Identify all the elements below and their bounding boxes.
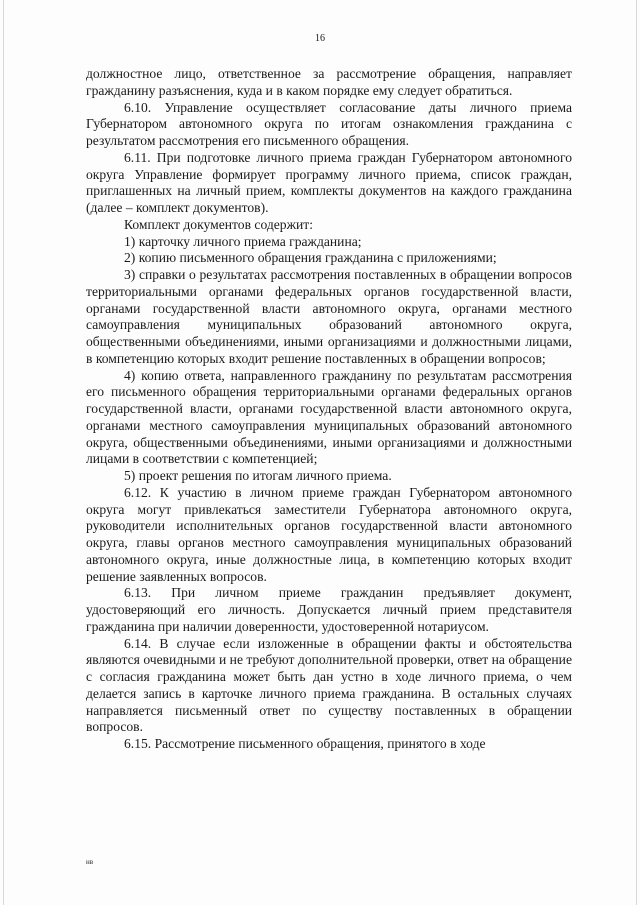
paragraph-6-11: 6.11. При подготовке личного приема граждан Губернатором автономного округа Управление формирует программу личного приема, список граждан, приглашенных на личный прием, комплекты документов на каждого гражданина (далее – комплект документов).: [86, 149, 572, 215]
list-item-4: 4) копию ответа, направленного гражданину по результатам рассмотрения его письменного обращения территориальными органами федеральных органов государственной власти, органами государственной власти автономного округа, органами местного самоуправления муниципальных образований автономного округа, общественными объединениями, иными организациями и должностными лицами в соответствии с компетенцией;: [86, 367, 572, 467]
body-text: [86, 66, 572, 753]
list-item-5: 5) проект решения по итогам личного приема.: [124, 468, 392, 483]
footer-code: нв: [86, 858, 94, 866]
paragraph-6-13: 6.13. При личном приеме гражданин предъявляет документ, удостоверяющий его личность. Допускается личный прием представителя гражданина при наличии доверенности, удостоверенной нотариусом.: [86, 585, 572, 634]
paragraph-continuation: должностное лицо, ответственное за рассмотрение обращения, направляет гражданину разъяснения, куда и в каком порядке ему следует обратиться.: [86, 66, 572, 98]
paragraph-6-14: 6.14. В случае если изложенные в обращении факты и обстоятельства являются очевидными и не требуют дополнительной проверки, ответ на обращение с согласия гражданина может быть дан устно в ходе личного приема, о чем делается запись в карточке личного приема гражданина. В остальных случаях направляется письменный ответ по существу поставленных в обращении вопросов.: [86, 635, 572, 735]
page-number: 16: [315, 33, 325, 44]
list-item-3: 3) справки о результатах рассмотрения поставленных в обращении вопросов территориальными органами федеральных органов государственной власти, органами государственной власти автономного округа, органами местного самоуправления муниципальных образований автономного округа, общественными объединениями, иными организациями и должностными лицами, в компетенцию которых входит решение поставленных в обращении вопросов;: [86, 267, 572, 366]
list-item-2: 2) копию письменного обращения гражданина с приложениями;: [124, 250, 497, 266]
scan-edge-right: [636, 0, 637, 905]
paragraph-6-12: 6.12. К участию в личном приеме граждан Губернатором автономного округа могут привлекаться заместители Губернатора автономного округа, руководители исполнительных органов государственной власти автономного округа, главы органов местного самоуправления муниципальных образований автономного округа, иные должностные лица, в компетенцию которых входит решение заявленных вопросов.: [86, 484, 572, 584]
list-item-1: 1) карточку личного приема гражданина;: [124, 233, 362, 249]
paragraph-kit-intro: Комплект документов содержит:: [124, 216, 313, 232]
scan-edge-left: [3, 0, 4, 905]
paragraph-6-15: 6.15. Рассмотрение письменного обращения, принятого в ходе: [124, 736, 486, 751]
paragraph-6-10: 6.10. Управление осуществляет согласование даты личного приема Губернатором автономного округа по итогам ознакомления гражданина с результатом рассмотрения его письменного обращения.: [86, 99, 572, 148]
